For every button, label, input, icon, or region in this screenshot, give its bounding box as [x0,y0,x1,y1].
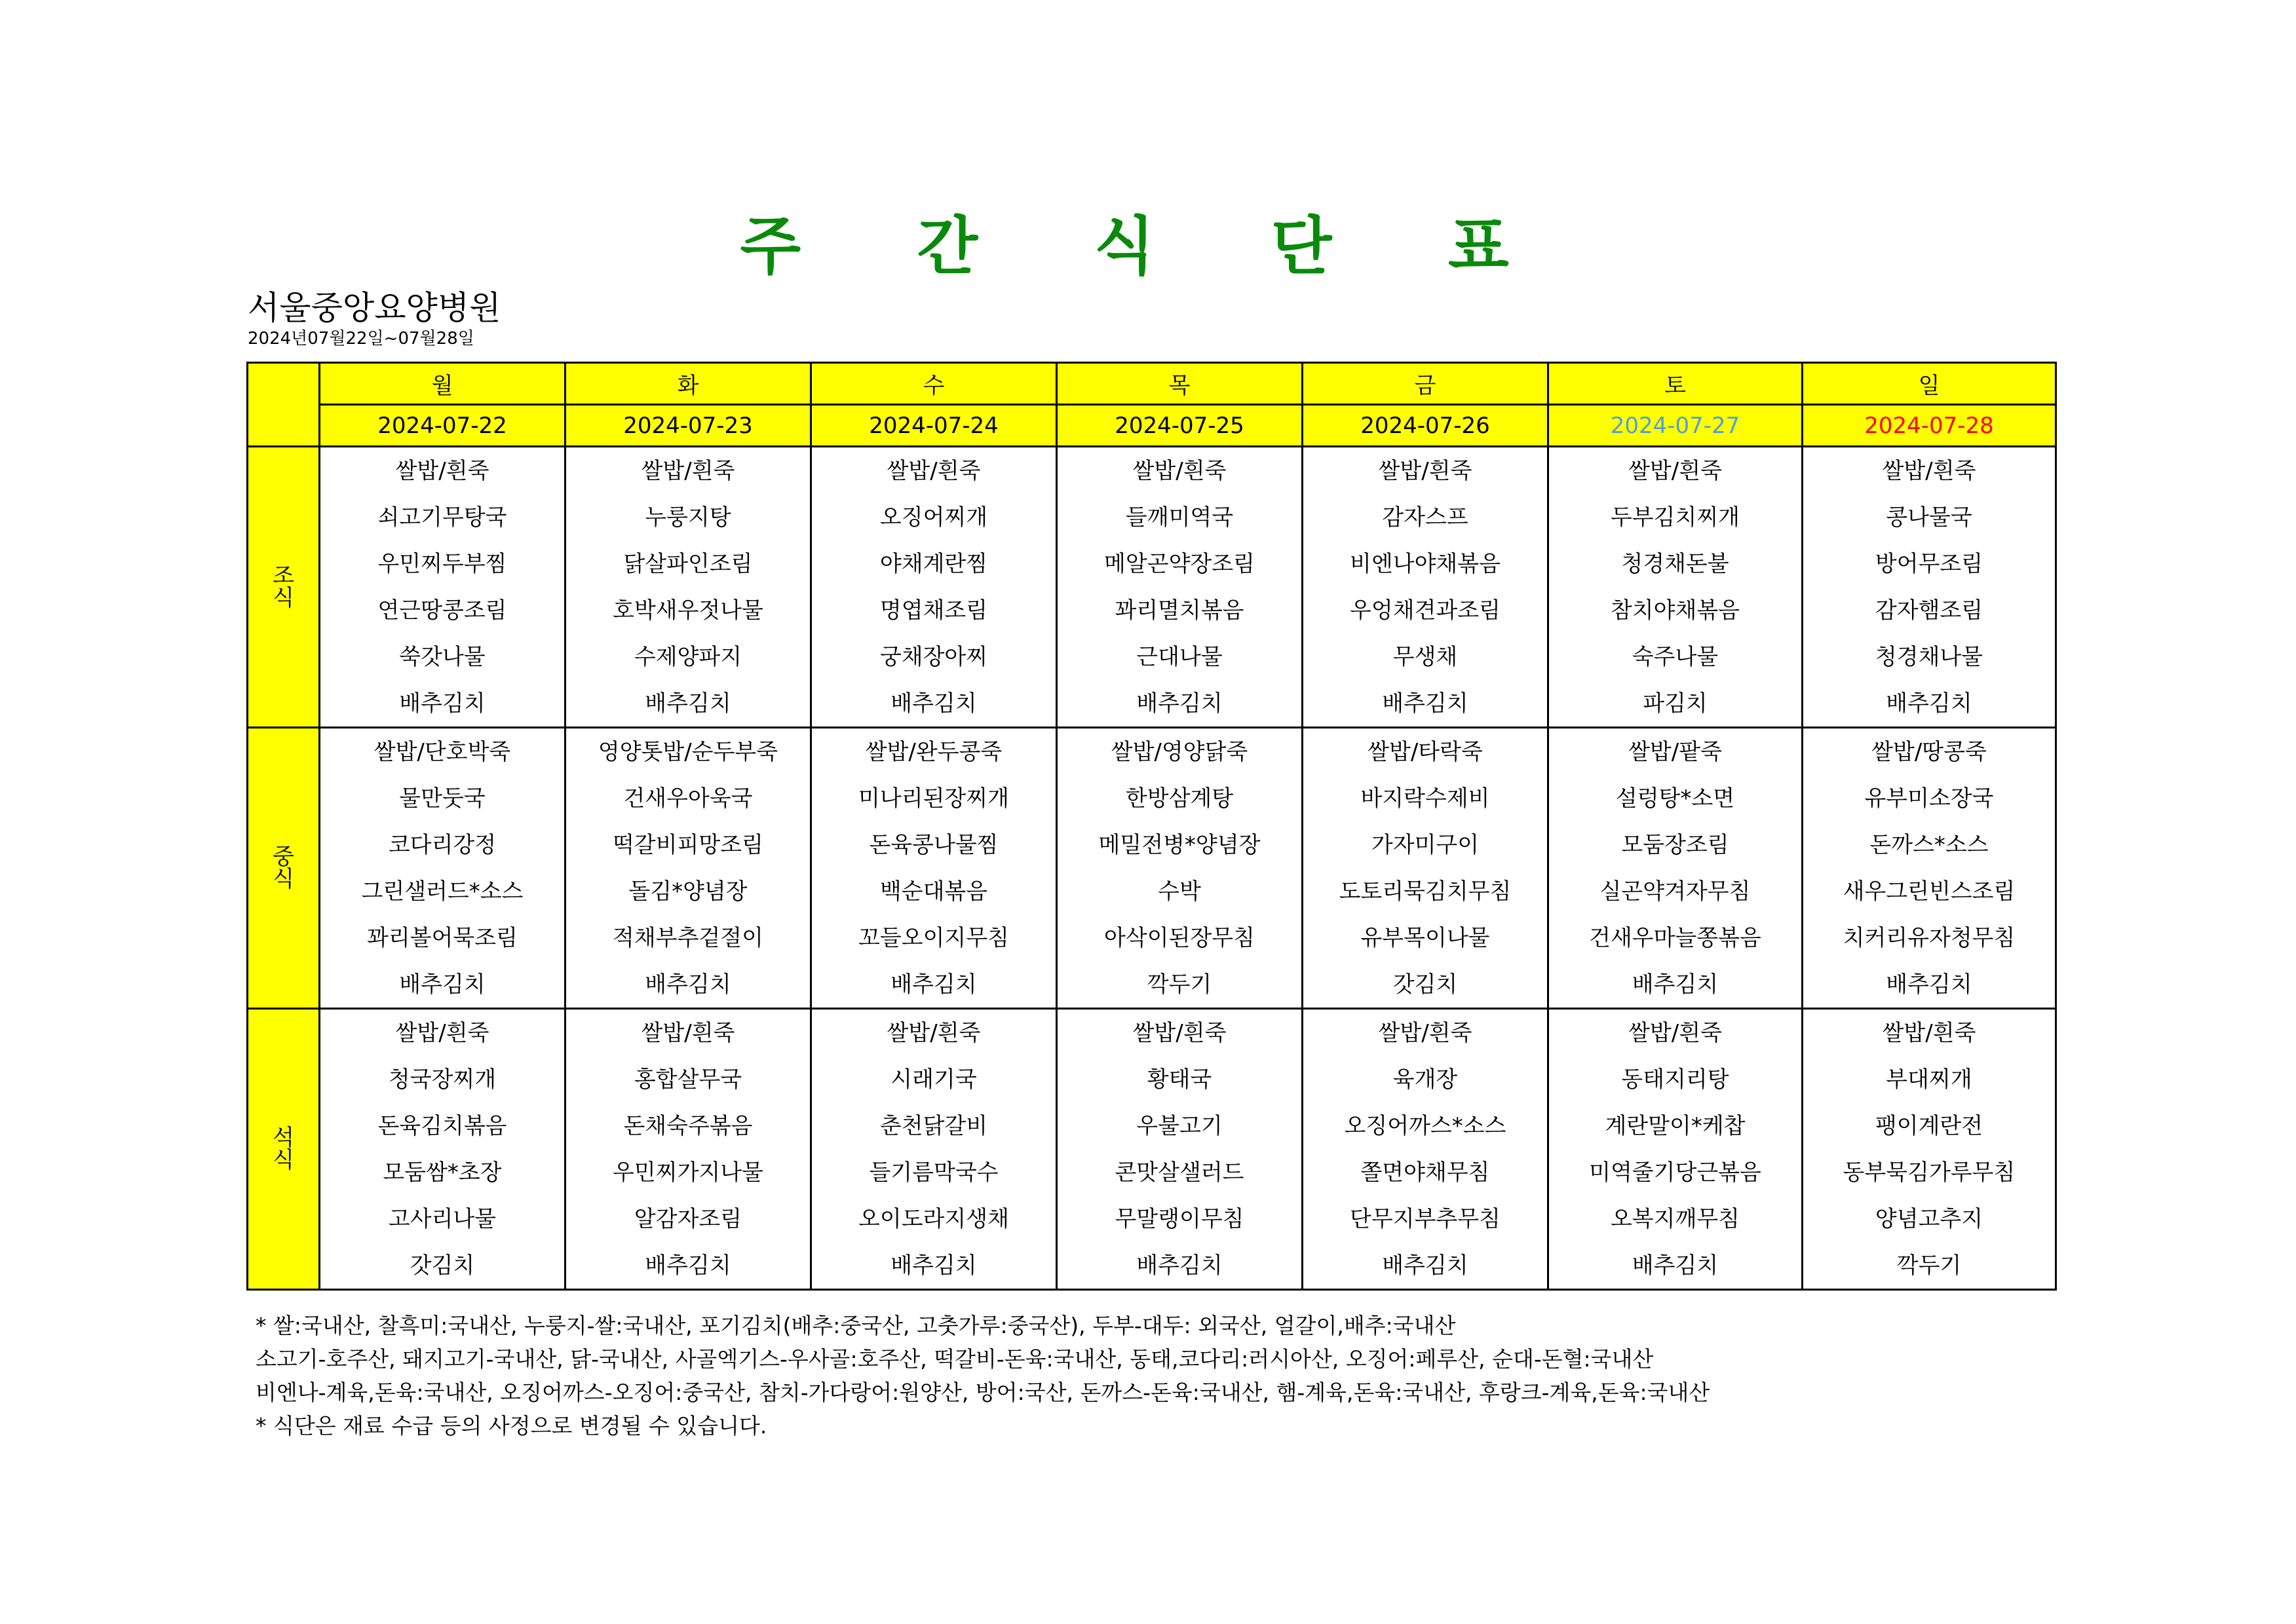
date-header: 2024-07-25 [1057,405,1303,447]
menu-item: 알감자조림 [634,1205,742,1232]
menu-item: 쌀밥/흰죽 [395,1019,489,1046]
menu-item: 쫄면야채무침 [1360,1159,1490,1186]
day-header: 목 [1057,363,1303,405]
menu-item: 고사리나물 [388,1205,497,1232]
menu-cell [1548,447,1803,728]
menu-item: 가자미구이 [1371,831,1480,858]
meal-label: 중 식 [248,728,320,1009]
menu-item-list [812,1010,1056,1289]
menu-item: 쌀밥/흰죽 [1882,1019,1976,1046]
menu-item: 쌀밥/팥죽 [1628,738,1722,765]
menu-item: 단무지부추무침 [1350,1205,1501,1232]
menu-item: 그린샐러드*소스 [361,878,524,905]
menu-item: 깍두기 [1147,971,1212,998]
menu-item-list [1303,447,1547,727]
menu-item: 유부목이나물 [1360,924,1490,951]
menu-item: 쌀밥/타락죽 [1368,738,1483,765]
menu-item-list [1549,447,1801,727]
menu-cell [1057,728,1303,1009]
menu-item: 치커리유자청무침 [1843,924,2016,951]
menu-item: 영양톳밥/순두부죽 [598,738,778,765]
menu-item: 쌀밥/흰죽 [887,1019,981,1046]
menu-item: 메밀전병*양념장 [1098,831,1261,858]
menu-item-list [812,447,1056,727]
date-header: 2024-07-23 [565,405,811,447]
note-line: 비엔나-계육,돈육:국내산, 오징어까스-오징어:중국산, 참치-가다랑어:원양산, 방어:국산, 돈까스-돈육:국내산, 햄-계육,돈육:국내산, 후랑크-계육,돈육:국내산 [256,1380,1710,1405]
menu-item: 배추김치 [1632,1252,1719,1279]
menu-item: 쌀밥/땅콩죽 [1871,738,1987,765]
menu-item-list [1803,728,2055,1008]
day-header: 금 [1303,363,1548,405]
menu-item: 갓김치 [1392,971,1458,998]
menu-item: 계란말이*케찹 [1605,1112,1746,1139]
corner-cell [248,363,320,447]
menu-cell [565,1009,811,1290]
menu-item: 건새우마늘쫑볶음 [1589,924,1761,951]
menu-item: 배추김치 [645,1252,731,1279]
menu-item: 오징어까스*소스 [1344,1112,1506,1139]
menu-item: 쌀밥/영양닭죽 [1111,738,1248,765]
menu-cell [1303,447,1548,728]
menu-item: 누룽지탕 [645,504,731,531]
page-title: 주 간 식 단 표 [740,210,1556,283]
menu-item: 쌀밥/단호박죽 [373,738,511,765]
menu-item: 두부김치찌개 [1610,504,1740,531]
menu-cell [1548,728,1803,1009]
menu-item: 쌀밥/흰죽 [1378,1019,1472,1046]
menu-item: 배추김치 [1382,690,1468,717]
menu-item: 배추김치 [890,1252,977,1279]
menu-item: 배추김치 [645,690,731,717]
menu-item: 새우그린빈스조림 [1843,878,2016,905]
menu-item-list [1058,1010,1301,1289]
menu-item: 쌀밥/흰죽 [1132,457,1227,484]
menu-item-list [1303,728,1547,1008]
menu-item: 춘천닭갈비 [879,1112,988,1139]
menu-item: 비엔나야채볶음 [1350,550,1501,577]
menu-item: 쌀밥/흰죽 [1378,457,1472,484]
menu-item: 적채부추겉절이 [613,924,763,951]
menu-item: 미역줄기당근볶음 [1589,1159,1761,1186]
menu-item: 모둠쌈*초장 [383,1159,502,1186]
menu-item: 한방삼계탕 [1125,785,1234,812]
menu-item: 무말랭이무침 [1115,1205,1244,1232]
menu-item: 청경채나물 [1875,643,1983,670]
date-header: 2024-07-22 [320,405,565,447]
note-line: * 쌀:국내산, 찰흑미:국내산, 누룽지-쌀:국내산, 포기김치(배추:중국산, 고춧가루:중국산), 두부-대두: 외국산, 얼갈이,배추:국내산 [256,1313,1456,1338]
menu-item: 바지락수제비 [1360,785,1490,812]
menu-item: 팽이계란전 [1875,1112,1983,1139]
menu-item: 황태국 [1147,1066,1212,1093]
menu-item: 돈채숙주볶음 [623,1112,753,1139]
menu-item: 파김치 [1643,690,1708,717]
menu-item-list [320,728,564,1008]
menu-item: 감자스프 [1382,504,1468,531]
menu-item: 쌀밥/흰죽 [1882,457,1976,484]
menu-cell [811,1009,1057,1290]
menu-item: 배추김치 [1886,690,1972,717]
menu-item: 배추김치 [1136,690,1223,717]
menu-item: 돌김*양념장 [628,878,748,905]
menu-item: 오이도라지생채 [858,1205,1009,1232]
menu-item: 시래기국 [890,1066,977,1093]
menu-item: 물만둣국 [399,785,486,812]
menu-item: 배추김치 [890,690,977,717]
meal-label: 조 식 [248,447,320,728]
menu-cell [1303,728,1548,1009]
menu-item: 쑥갓나물 [399,643,486,670]
menu-item: 동부묵김가루무침 [1843,1159,2016,1186]
menu-item: 배추김치 [399,971,486,998]
menu-item: 미나리된장찌개 [858,785,1009,812]
menu-item: 청국장찌개 [388,1066,497,1093]
menu-item: 돈육콩나물찜 [869,831,999,858]
date-header-row [248,405,2056,447]
meal-row [248,728,2056,1009]
menu-item: 부대찌개 [1886,1066,1972,1093]
menu-item: 실곤약겨자무침 [1599,878,1751,905]
hospital-name: 서울중앙요양병원 [248,289,501,327]
menu-item: 꼬들오이지무침 [858,924,1009,951]
menu-item: 배추김치 [399,690,486,717]
menu-item-list [566,447,810,727]
day-header-row [248,363,2056,405]
menu-cell [320,1009,565,1290]
date-header: 2024-07-24 [811,405,1057,447]
menu-item: 참치야채볶음 [1610,597,1740,624]
menu-item: 콩나물국 [1886,504,1972,531]
menu-item: 연근땅콩조림 [377,597,507,624]
menu-item: 양념고추지 [1875,1205,1983,1232]
menu-cell [565,728,811,1009]
menu-item: 쌀밥/흰죽 [641,1019,735,1046]
menu-item: 콘맛살샐러드 [1115,1159,1244,1186]
menu-cell [811,447,1057,728]
menu-item: 배추김치 [1382,1252,1468,1279]
menu-item: 쌀밥/흰죽 [1628,1019,1722,1046]
menu-item: 청경채돈불 [1621,550,1729,577]
menu-item: 쌀밥/흰죽 [1628,457,1722,484]
menu-cell [1548,1009,1803,1290]
meal-row [248,447,2056,728]
note-line: * 식단은 재료 수급 등의 사정으로 변경될 수 있습니다. [256,1413,767,1439]
menu-item: 돈까스*소스 [1869,831,1989,858]
menu-item: 도토리묵김치무침 [1339,878,1512,905]
menu-item: 쌀밥/완두콩죽 [865,738,1003,765]
menu-item: 배추김치 [890,971,977,998]
menu-cell [1303,1009,1548,1290]
date-header: 2024-07-26 [1303,405,1548,447]
meal-row [248,1009,2056,1290]
menu-item: 돈육김치볶음 [377,1112,507,1139]
menu-item: 닭살파인조림 [623,550,753,577]
menu-item: 아삭이된장무침 [1104,924,1255,951]
menu-item: 쌀밥/흰죽 [395,457,489,484]
menu-item: 호박새우젓나물 [613,597,763,624]
menu-item: 육개장 [1392,1066,1458,1093]
weekly-menu-table [246,362,2057,1291]
menu-item: 숙주나물 [1632,643,1719,670]
menu-item: 건새우아욱국 [623,785,753,812]
day-header: 토 [1548,363,1803,405]
date-header: 2024-07-28 [1803,405,2056,447]
menu-item: 들기름막국수 [869,1159,999,1186]
menu-item: 설렁탕*소면 [1615,785,1735,812]
menu-item: 코다리강정 [388,831,497,858]
menu-item-list [1803,1010,2055,1289]
menu-item: 근대나물 [1136,643,1223,670]
menu-item: 떡갈비피망조림 [613,831,763,858]
day-header: 월 [320,363,565,405]
meal-label: 석 식 [248,1009,320,1290]
day-header: 수 [811,363,1057,405]
menu-item: 무생채 [1392,643,1458,670]
menu-item: 배추김치 [1632,971,1719,998]
origin-notes [256,1309,1710,1443]
menu-item: 백순대볶음 [879,878,988,905]
menu-item: 우민찌두부찜 [377,550,507,577]
menu-item: 수제양파지 [634,643,742,670]
menu-item-list [812,728,1056,1008]
menu-item-list [320,447,564,727]
menu-item: 우불고기 [1136,1112,1223,1139]
menu-item: 수박 [1158,878,1201,905]
menu-cell [320,447,565,728]
menu-item: 명엽채조림 [879,597,988,624]
menu-item: 쇠고기무탕국 [377,504,507,531]
menu-item-list [1058,728,1301,1008]
menu-item: 우엉채견과조림 [1350,597,1501,624]
menu-item: 배추김치 [1886,971,1972,998]
menu-item: 배추김치 [1136,1252,1223,1279]
menu-cell [320,728,565,1009]
menu-item: 갓김치 [410,1252,475,1279]
menu-item: 오징어찌개 [879,504,988,531]
menu-cell [1803,728,2056,1009]
menu-cell [1803,1009,2056,1290]
menu-item-list [566,728,810,1008]
menu-item: 유부미소장국 [1864,785,1994,812]
menu-item: 들깨미역국 [1125,504,1234,531]
menu-item: 동태지리탕 [1621,1066,1729,1093]
menu-cell [811,728,1057,1009]
menu-item: 쌀밥/흰죽 [887,457,981,484]
menu-item: 오복지깨무침 [1610,1205,1740,1232]
menu-item-list [1549,1010,1801,1289]
menu-item-list [1058,447,1301,727]
menu-item: 배추김치 [645,971,731,998]
menu-item-list [1549,728,1801,1008]
menu-item: 모둠장조림 [1621,831,1729,858]
menu-item: 감자햄조림 [1875,597,1983,624]
menu-item: 쌀밥/흰죽 [641,457,735,484]
note-line: 소고기-호주산, 돼지고기-국내산, 닭-국내산, 사골엑기스-우사골:호주산, 떡갈비-돈육:국내산, 동태,코다리:러시아산, 오징어:페루산, 순대-돈혈:국내산 [256,1346,1654,1372]
menu-item-list [320,1010,564,1289]
menu-item: 야채계란찜 [879,550,988,577]
menu-item: 깍두기 [1896,1252,1962,1279]
menu-cell [1803,447,2056,728]
day-header: 화 [565,363,811,405]
menu-item: 궁채장아찌 [879,643,988,670]
menu-item-list [1803,447,2055,727]
day-header: 일 [1803,363,2056,405]
menu-cell [1057,1009,1303,1290]
menu-item: 방어무조림 [1875,550,1983,577]
menu-item-list [566,1010,810,1289]
menu-item: 홍합살무국 [634,1066,742,1093]
date-header: 2024-07-27 [1548,405,1803,447]
menu-item: 꽈리볼어묵조림 [367,924,518,951]
menu-item: 쌀밥/흰죽 [1132,1019,1227,1046]
menu-item: 메알곤약장조림 [1104,550,1255,577]
menu-item: 우민찌가지나물 [613,1159,763,1186]
menu-item-list [1303,1010,1547,1289]
menu-item: 꽈리멸치볶음 [1115,597,1244,624]
menu-cell [565,447,811,728]
menu-period: 2024년07월22일~07월28일 [248,329,474,349]
menu-cell [1057,447,1303,728]
